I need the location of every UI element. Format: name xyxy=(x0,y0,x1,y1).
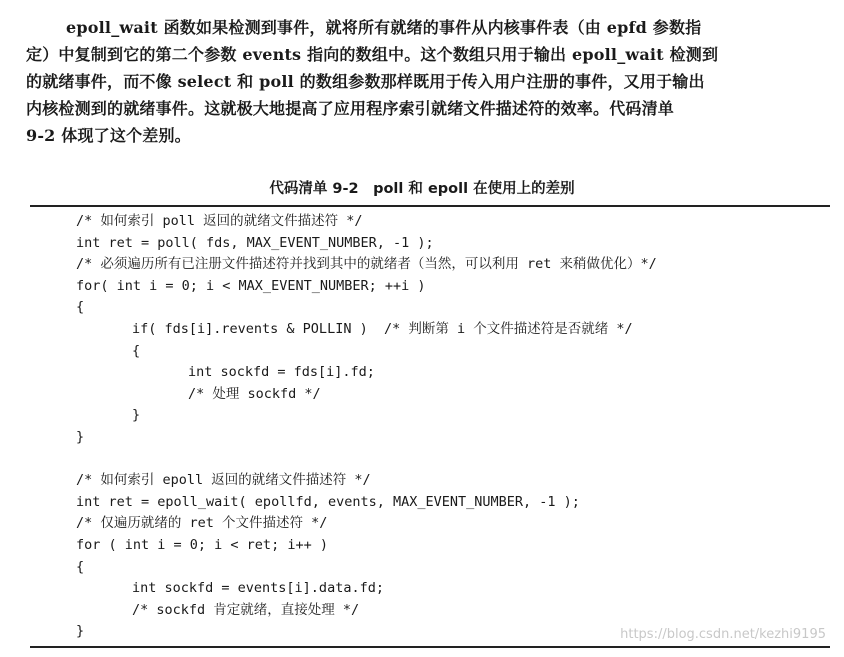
code-line: /* 如何索引 poll 返回的就绪文件描述符 */ xyxy=(76,213,363,229)
code-line: } xyxy=(132,407,141,424)
code-line: } xyxy=(76,429,85,445)
code-line: { xyxy=(132,342,141,359)
listing-caption: 代码清单 9-2 poll 和 epoll 在使用上的差别 xyxy=(269,181,575,197)
body-paragraph xyxy=(26,14,826,149)
code-line: if( fds[i].revents & POLLIN ) /* 判断第 i 个文件描述符是否就绪 */ xyxy=(132,321,633,337)
paragraph-line: 定）中复制到它的第二个参数 events 指向的数组中。这个数组只用于输出 epoll_wait 检测到 xyxy=(26,45,719,64)
code-line: /* 仅遍历就绪的 ret 个文件描述符 */ xyxy=(76,515,328,532)
listing-top-rule xyxy=(30,205,830,207)
code-line: /* 处理 sockfd */ xyxy=(188,385,321,402)
code-line: int ret = epoll_wait( epollfd, events, MAX_EVENT_NUMBER, -1 ); xyxy=(76,493,580,510)
code-line: } xyxy=(76,623,85,640)
code-line: for( int i = 0; i < MAX_EVENT_NUMBER; ++i ) xyxy=(76,277,426,294)
code-line: int ret = poll( fds, MAX_EVENT_NUMBER, -1 ); xyxy=(76,234,434,251)
code-line: int sockfd = events[i].data.fd; xyxy=(132,580,384,597)
code-line: /* 如何索引 epoll 返回的就绪文件描述符 */ xyxy=(76,472,371,489)
paragraph-line: 的就绪事件，而不像 select 和 poll 的数组参数那样既用于传入用户注册的事件，又用于输出 xyxy=(26,72,705,91)
code-line: { xyxy=(76,558,85,575)
code-line: int sockfd = fds[i].fd; xyxy=(188,364,375,381)
paragraph-line: 9-2 体现了这个差别。 xyxy=(26,126,191,145)
code-line: /* sockfd 肯定就绪，直接处理 */ xyxy=(132,601,360,618)
watermark-text: https://blog.csdn.net/kezhi9195 xyxy=(620,627,826,642)
code-line: /* 必须遍历所有已注册文件描述符并找到其中的就绪者（当然，可以利用 ret 来稍做优化）*/ xyxy=(76,256,657,273)
listing-bottom-rule xyxy=(30,646,830,648)
code-line: { xyxy=(76,299,85,316)
paragraph-line: 内核检测到的就绪事件。这就极大地提高了应用程序索引就绪文件描述符的效率。代码清单 xyxy=(26,99,675,118)
code-line: for ( int i = 0; i < ret; i++ ) xyxy=(76,537,328,553)
paragraph-line: epoll_wait 函数如果检测到事件，就将所有就绪的事件从内核事件表（由 epfd 参数指 xyxy=(66,18,702,37)
